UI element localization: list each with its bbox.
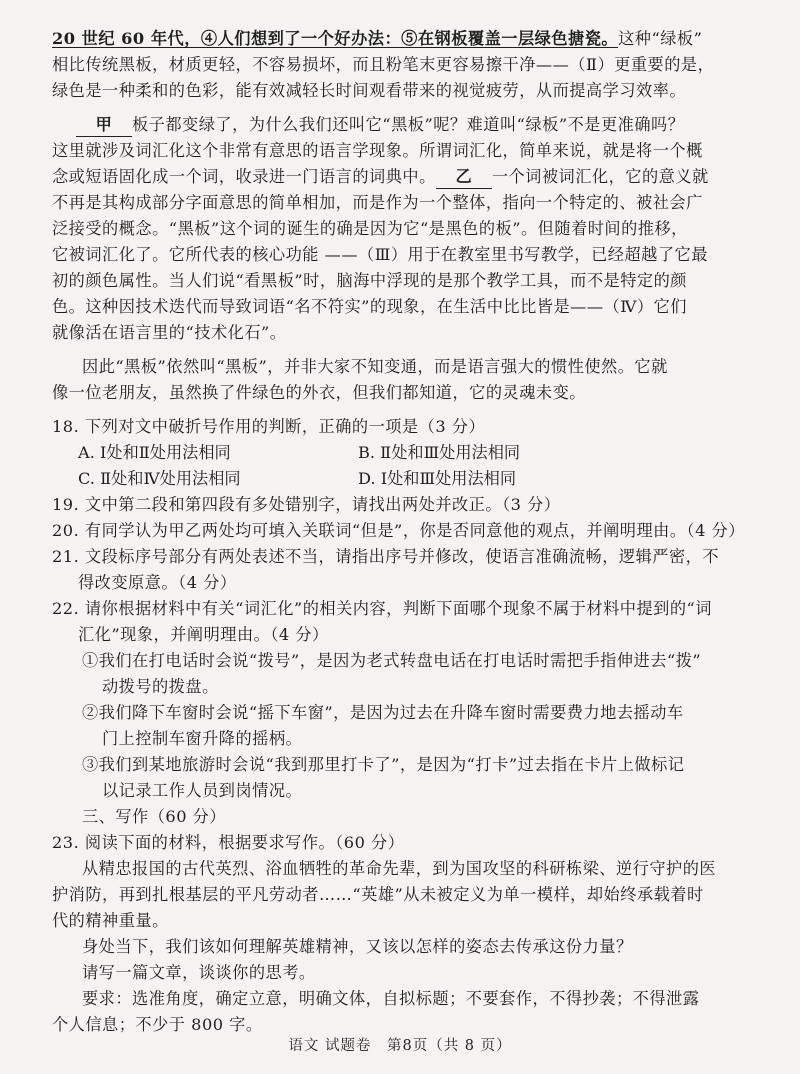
para2-line9: 就像活在语言里的“技术化石”。 bbox=[52, 323, 287, 342]
para2-line3 bbox=[52, 164, 760, 190]
q20: 20. 有同学认为甲乙两处均可填入关联词“但是”，你是否同意他的观点，并阐明理由。（4 分） bbox=[52, 521, 745, 540]
para1-line2: 相比传统黑板，材质更轻，不容易损坏，而且粉笔末更容易擦干净——（Ⅱ）更重要的是， bbox=[52, 55, 715, 74]
q22-item1-line1: ①我们在打电话时会说“拨号”，是因为老式转盘电话在打电话时需把手指伸进去“拨” bbox=[82, 651, 702, 670]
para2-line6: 它被词汇化了。它所代表的核心功能 ——（Ⅲ）用于在教室里书写教学，已经超越了它最 bbox=[52, 245, 708, 264]
q23-requirement-line1: 要求：选准角度，确定立意，明确文体，自拟标题；不要套作，不得抄袭；不得泄露 bbox=[82, 989, 700, 1008]
q23-material-line5: 请写一篇文章，谈谈你的思考。 bbox=[82, 963, 316, 982]
page-footer: 语文 试题卷 第8页（共 8 页） bbox=[288, 1038, 512, 1054]
para2-line7: 初的颜色属性。当人们说“看黑板”时，脑海中浮现的是那个教学工具，而不是特定的颜 bbox=[52, 271, 687, 290]
section3-heading: 三、写作（60 分） bbox=[82, 807, 227, 826]
q18-option-a: A. Ⅰ处和Ⅱ处用法相同 bbox=[78, 443, 231, 462]
q22-item2-line2: 门上控制车窗升降的摇柄。 bbox=[102, 729, 303, 748]
q22-line1: 22. 请你根据材料中有关“词汇化”的相关内容，判断下面哪个现象不属于材料中提到的“词 bbox=[52, 599, 712, 618]
q21-line2: 得改变原意。（4 分） bbox=[78, 573, 237, 592]
q23-requirement-line2: 个人信息；不少于 800 字。 bbox=[52, 1015, 263, 1034]
para3-line1: 因此“黑板”依然叫“黑板”，并非大家不知变通，而是语言强大的惯性使然。它就 bbox=[82, 357, 668, 376]
q22-line2: 汇化”现象，并阐明理由。（4 分） bbox=[78, 625, 329, 644]
q18-option-d: D. Ⅰ处和Ⅲ处用法相同 bbox=[358, 469, 517, 488]
q23-material-line4: 身处当下，我们该如何理解英雄精神，又该以怎样的姿态去传承这份力量？ bbox=[82, 937, 633, 956]
para1-line3: 绿色是一种柔和的色彩，能有效减轻长时间观看带来的视觉疲劳，从而提高学习效率。 bbox=[52, 81, 687, 100]
q19: 19. 文中第二段和第四段有多处错别字，请找出两处并改正。（3 分） bbox=[52, 495, 561, 514]
para1-line1-rest: 这种“绿板” bbox=[618, 29, 703, 48]
underlined-segment: 20 世纪 60 年代，④人们想到了一个好办法：⑤在钢板覆盖一层绿色搪瓷。 bbox=[52, 29, 619, 48]
para2-line3-a: 念或短语固化成一个词，收录进一门语言的词典中。 bbox=[52, 167, 436, 186]
para2-line1-text: 板子都变绿了，为什么我们还叫它“黑板”呢？难道叫“绿板”不是更准确吗？ bbox=[132, 115, 685, 134]
q23-stem: 23. 阅读下面的材料，根据要求写作。（60 分） bbox=[52, 833, 405, 852]
para2-line4: 不再是其构成部分字面意思的简单相加，而是作为一个整体，指向一个特定的、被社会广 bbox=[52, 193, 703, 212]
q22-item3-line2: 以记录工作人员到岗情况。 bbox=[102, 781, 303, 800]
q18-option-b: B. Ⅱ处和Ⅲ处用法相同 bbox=[358, 443, 521, 462]
blank-yi: 乙 bbox=[436, 166, 492, 189]
para2-line2: 这里就涉及词汇化这个非常有意思的语言学现象。所谓词汇化，简单来说，就是将一个概 bbox=[52, 141, 703, 160]
q18-stem: 18. 下列对文中破折号作用的判断，正确的一项是（3 分） bbox=[52, 417, 486, 436]
q18-option-c: C. Ⅱ处和Ⅳ处用法相同 bbox=[78, 469, 241, 488]
blank-jia: 甲 bbox=[76, 114, 132, 137]
para3-line2: 像一位老朋友，虽然换了件绿色的外衣，但我们都知道，它的灵魂未变。 bbox=[52, 383, 586, 402]
q18-options-row2 bbox=[52, 466, 760, 492]
q18-options-row1 bbox=[52, 440, 760, 466]
para2-line8: 色。这种因技术迭代而导致词语“名不符实”的现象，在生活中比比皆是——（Ⅳ）它们 bbox=[52, 297, 687, 316]
para2-line5: 泛接受的概念。“黑板”这个词的诞生的确是因为它“是黑色的板”。但随着时间的推移， bbox=[52, 219, 688, 238]
q22-item1-line2: 动拨号的拨盘。 bbox=[102, 677, 219, 696]
q22-item2-line1: ②我们降下车窗时会说“摇下车窗”，是因为过去在升降车窗时需要费力地去摇动车 bbox=[82, 703, 684, 722]
q23-material-line1: 从精忠报国的古代英烈、浴血牺牲的革命先辈，到为国攻坚的科研栋梁、逆行守护的医 bbox=[82, 859, 717, 878]
q23-material-line3: 代的精神重量。 bbox=[52, 911, 169, 930]
para2-line1 bbox=[52, 112, 760, 138]
para2-line3-b: 一个词被词汇化，它的意义就 bbox=[491, 167, 709, 186]
q22-item3-line1: ③我们到某地旅游时会说“我到那里打卡了”，是因为“打卡”过去指在卡片上做标记 bbox=[82, 755, 685, 774]
q21-line1: 21. 文段标序号部分有两处表述不当，请指出序号并修改，使语言准确流畅，逻辑严密，不 bbox=[52, 547, 720, 566]
q23-material-line2: 护消防，再到扎根基层的平凡劳动者……“英雄”从未被定义为单一模样，却始终承载着时 bbox=[52, 885, 704, 904]
para1-line1 bbox=[52, 26, 760, 52]
